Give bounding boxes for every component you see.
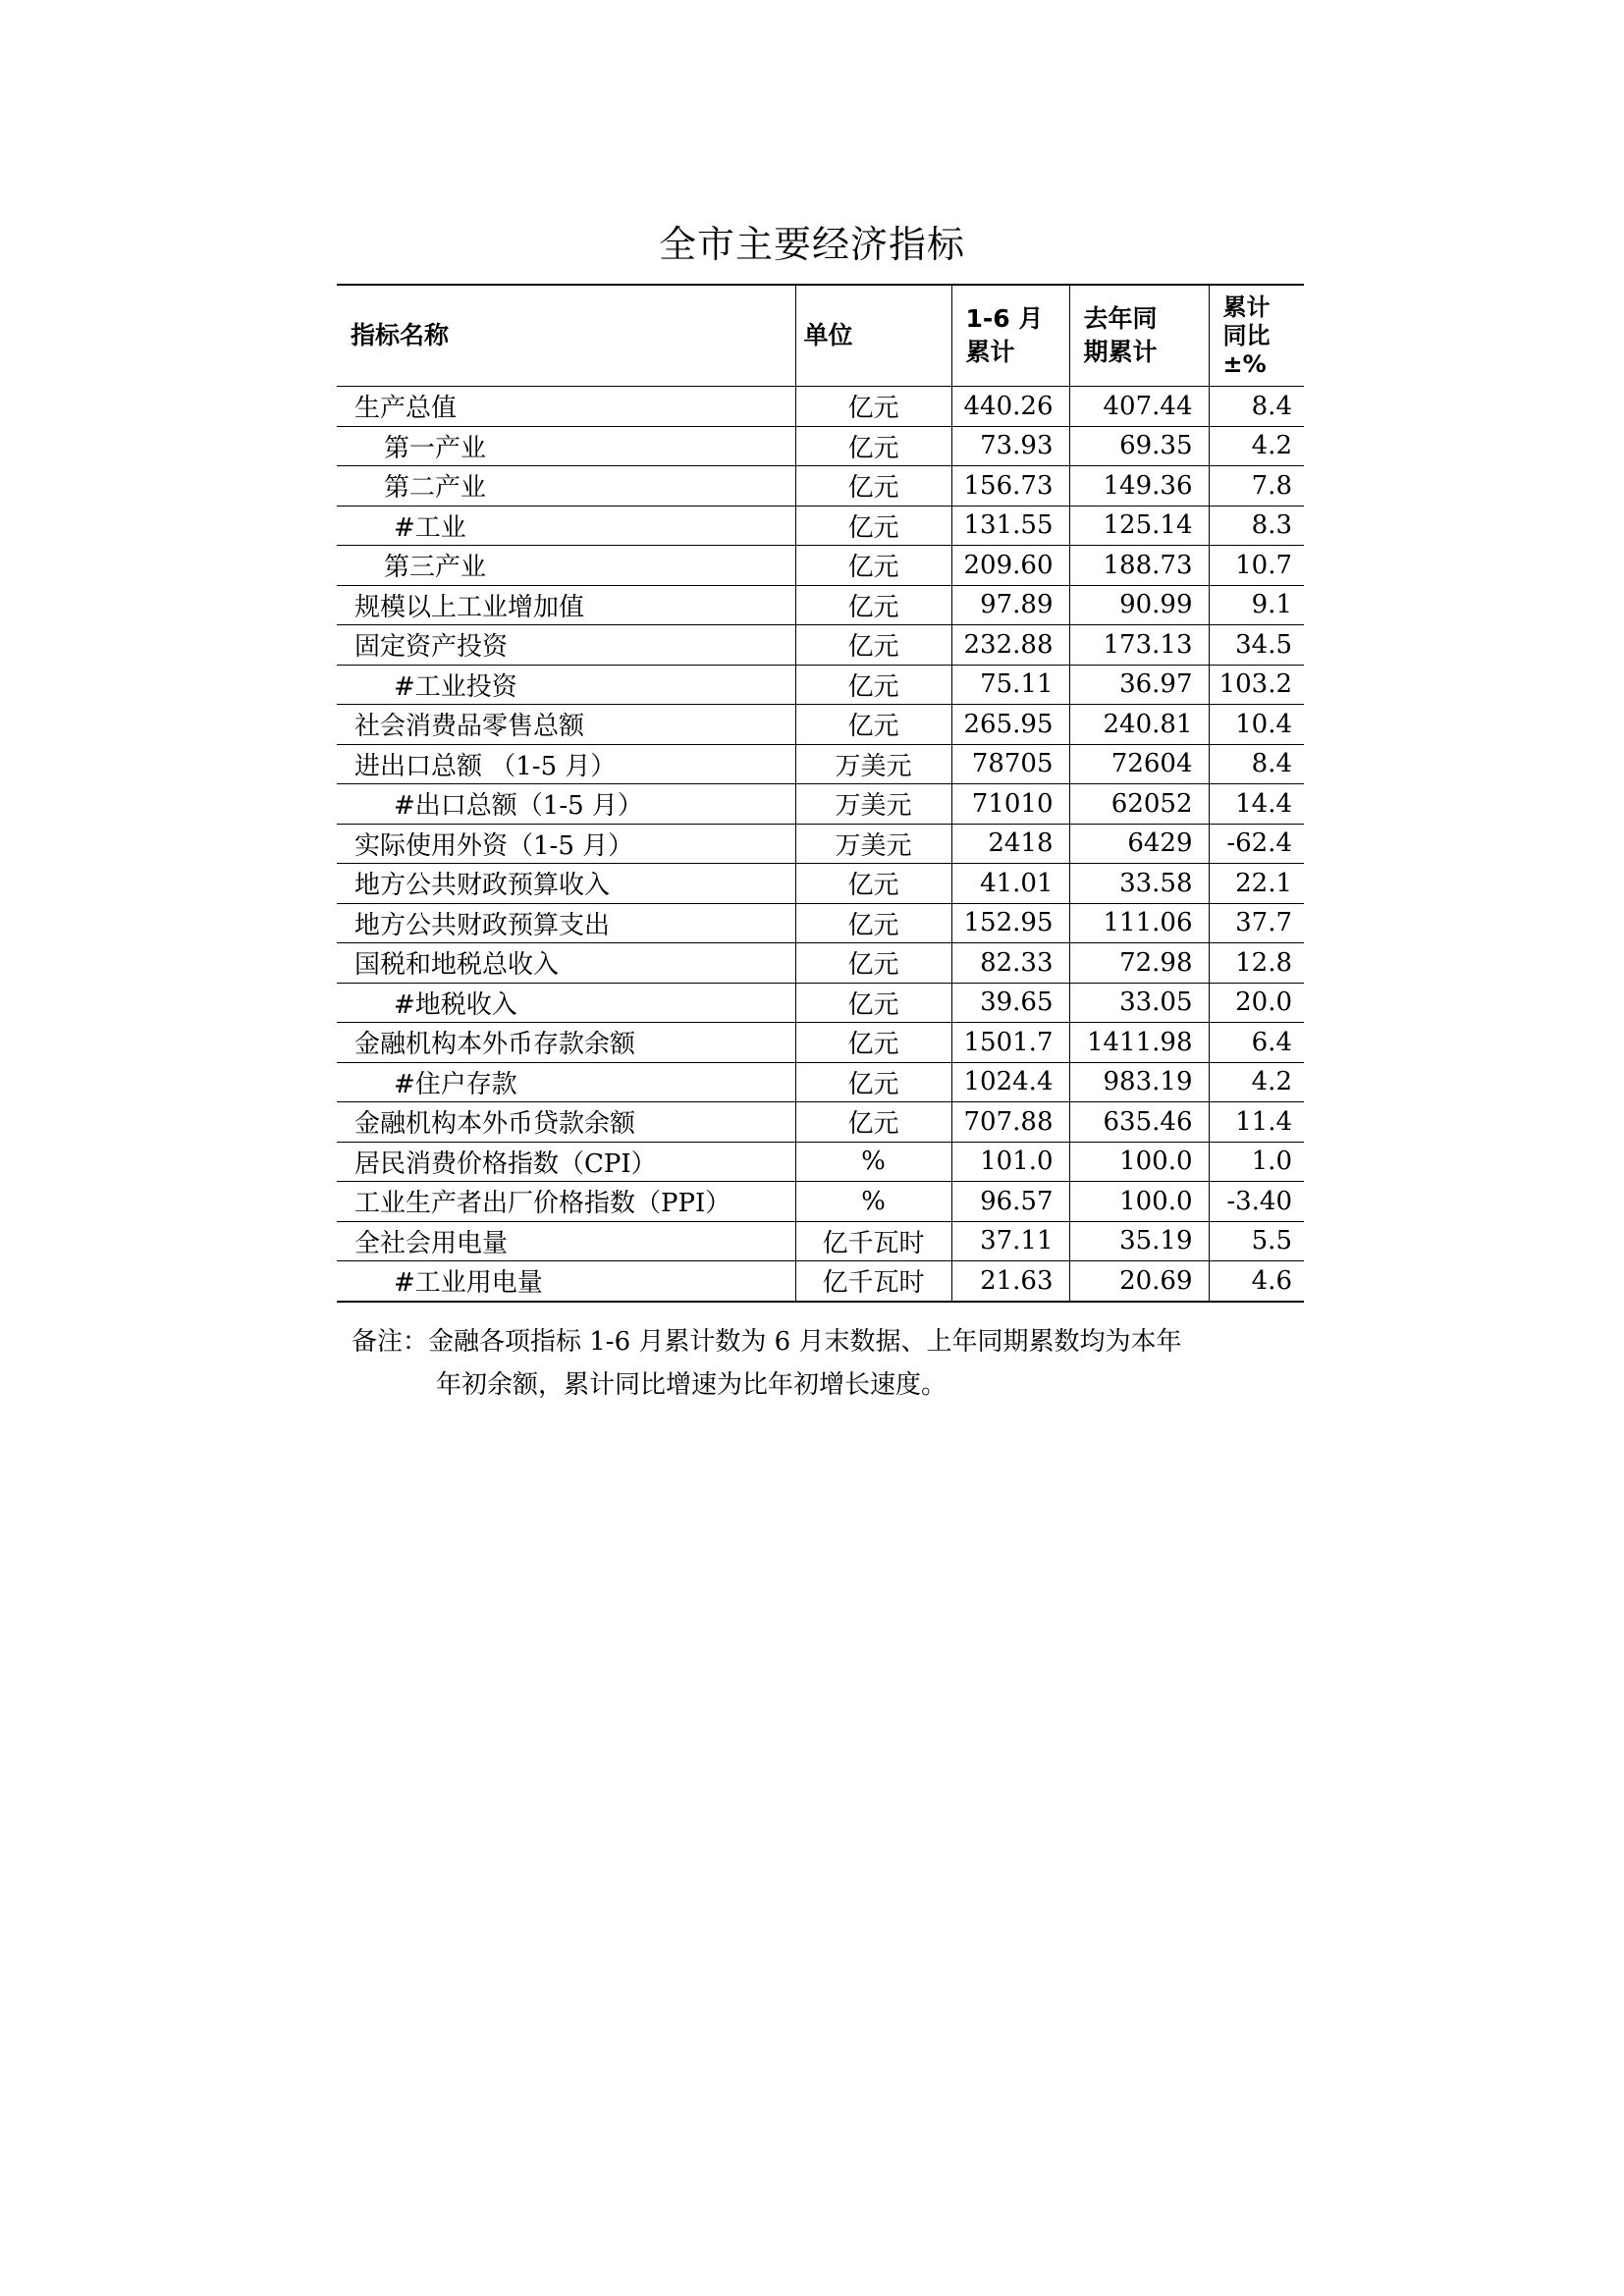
unit-cell: 亿元 bbox=[795, 665, 951, 705]
yoy-change-cell: 11.4 bbox=[1209, 1102, 1304, 1143]
previous-value-cell: 100.0 bbox=[1069, 1182, 1209, 1222]
cumulative-value-cell: 41.01 bbox=[951, 864, 1069, 904]
yoy-change-cell: 10.7 bbox=[1209, 546, 1304, 586]
table-row bbox=[337, 387, 1304, 427]
indicator-name-cell: 地方公共财政预算收入 bbox=[337, 864, 795, 904]
indicator-name-cell: #住户存款 bbox=[337, 1062, 795, 1102]
cumulative-value-cell: 131.55 bbox=[951, 506, 1069, 546]
previous-value-cell: 983.19 bbox=[1069, 1062, 1209, 1102]
previous-value-cell: 111.06 bbox=[1069, 903, 1209, 943]
previous-value-cell: 72604 bbox=[1069, 744, 1209, 784]
cumulative-value-cell: 440.26 bbox=[951, 387, 1069, 427]
unit-cell: 亿元 bbox=[795, 546, 951, 586]
yoy-change-cell: 7.8 bbox=[1209, 466, 1304, 507]
yoy-change-cell: 103.2 bbox=[1209, 665, 1304, 705]
unit-cell: 亿元 bbox=[795, 1023, 951, 1063]
previous-value-cell: 69.35 bbox=[1069, 426, 1209, 466]
previous-value-cell: 1411.98 bbox=[1069, 1023, 1209, 1063]
header-previous-line2: 期累计 bbox=[1083, 338, 1158, 366]
indicator-name-cell: 第一产业 bbox=[337, 426, 795, 466]
table-row bbox=[337, 625, 1304, 666]
previous-value-cell: 635.46 bbox=[1069, 1102, 1209, 1143]
unit-cell: 亿元 bbox=[795, 466, 951, 507]
yoy-change-cell: 37.7 bbox=[1209, 903, 1304, 943]
unit-cell: 万美元 bbox=[795, 824, 951, 864]
cumulative-value-cell: 101.0 bbox=[951, 1142, 1069, 1182]
yoy-change-cell: -62.4 bbox=[1209, 824, 1304, 864]
unit-cell: 亿元 bbox=[795, 903, 951, 943]
previous-value-cell: 125.14 bbox=[1069, 506, 1209, 546]
unit-cell: 亿元 bbox=[795, 387, 951, 427]
header-previous bbox=[1069, 285, 1209, 387]
table-row bbox=[337, 466, 1304, 507]
table-row bbox=[337, 943, 1304, 984]
indicator-name-cell: 金融机构本外币存款余额 bbox=[337, 1023, 795, 1063]
previous-value-cell: 173.13 bbox=[1069, 625, 1209, 666]
cumulative-value-cell: 96.57 bbox=[951, 1182, 1069, 1222]
previous-value-cell: 100.0 bbox=[1069, 1142, 1209, 1182]
indicator-name-cell: #出口总额（1-5 月） bbox=[337, 784, 795, 825]
indicator-name-cell: #工业投资 bbox=[337, 665, 795, 705]
header-name-label: 指标名称 bbox=[351, 321, 450, 349]
unit-cell: 亿元 bbox=[795, 585, 951, 625]
indicator-name-cell: 全社会用电量 bbox=[337, 1221, 795, 1261]
unit-cell: 亿元 bbox=[795, 864, 951, 904]
unit-cell: 亿元 bbox=[795, 506, 951, 546]
yoy-change-cell: 8.4 bbox=[1209, 387, 1304, 427]
cumulative-value-cell: 78705 bbox=[951, 744, 1069, 784]
unit-cell: 亿元 bbox=[795, 1102, 951, 1143]
footnote-line1: 备注：金融各项指标 1-6 月累计数为 6 月末数据、上年同期累数均为本年 bbox=[352, 1327, 1182, 1357]
yoy-change-cell: 8.3 bbox=[1209, 506, 1304, 546]
previous-value-cell: 188.73 bbox=[1069, 546, 1209, 586]
unit-cell: 亿元 bbox=[795, 983, 951, 1023]
yoy-change-cell: 5.5 bbox=[1209, 1221, 1304, 1261]
previous-value-cell: 72.98 bbox=[1069, 943, 1209, 984]
yoy-change-cell: 14.4 bbox=[1209, 784, 1304, 825]
cumulative-value-cell: 37.11 bbox=[951, 1221, 1069, 1261]
table-row bbox=[337, 824, 1304, 864]
unit-cell: 亿元 bbox=[795, 943, 951, 984]
footnote bbox=[352, 1320, 1294, 1407]
yoy-change-cell: 20.0 bbox=[1209, 983, 1304, 1023]
table-header-row bbox=[337, 285, 1304, 387]
previous-value-cell: 6429 bbox=[1069, 824, 1209, 864]
header-cumulative-line2: 累计 bbox=[965, 338, 1015, 366]
unit-cell: 万美元 bbox=[795, 744, 951, 784]
table-row bbox=[337, 546, 1304, 586]
cumulative-value-cell: 39.65 bbox=[951, 983, 1069, 1023]
table-row bbox=[337, 1261, 1304, 1302]
indicator-name-cell: 规模以上工业增加值 bbox=[337, 585, 795, 625]
cumulative-value-cell: 75.11 bbox=[951, 665, 1069, 705]
indicator-name-cell: 固定资产投资 bbox=[337, 625, 795, 666]
table-row bbox=[337, 665, 1304, 705]
cumulative-value-cell: 2418 bbox=[951, 824, 1069, 864]
table-row bbox=[337, 1102, 1304, 1143]
cumulative-value-cell: 209.60 bbox=[951, 546, 1069, 586]
cumulative-value-cell: 82.33 bbox=[951, 943, 1069, 984]
indicator-name-cell: #地税收入 bbox=[337, 983, 795, 1023]
previous-value-cell: 62052 bbox=[1069, 784, 1209, 825]
yoy-change-cell: 4.2 bbox=[1209, 426, 1304, 466]
table-row bbox=[337, 903, 1304, 943]
page-title: 全市主要经济指标 bbox=[658, 223, 965, 266]
cumulative-value-cell: 707.88 bbox=[951, 1102, 1069, 1143]
previous-value-cell: 240.81 bbox=[1069, 705, 1209, 745]
cumulative-value-cell: 21.63 bbox=[951, 1261, 1069, 1302]
previous-value-cell: 33.05 bbox=[1069, 983, 1209, 1023]
yoy-change-cell: 8.4 bbox=[1209, 744, 1304, 784]
yoy-change-cell: 1.0 bbox=[1209, 1142, 1304, 1182]
unit-cell: 亿元 bbox=[795, 705, 951, 745]
cumulative-value-cell: 1501.7 bbox=[951, 1023, 1069, 1063]
indicator-name-cell: 金融机构本外币贷款余额 bbox=[337, 1102, 795, 1143]
previous-value-cell: 20.69 bbox=[1069, 1261, 1209, 1302]
header-name bbox=[337, 285, 795, 387]
table-row bbox=[337, 744, 1304, 784]
unit-cell: 亿元 bbox=[795, 1062, 951, 1102]
cumulative-value-cell: 156.73 bbox=[951, 466, 1069, 507]
previous-value-cell: 35.19 bbox=[1069, 1221, 1209, 1261]
indicator-name-cell: 第三产业 bbox=[337, 546, 795, 586]
header-yoy-line1: 累计 bbox=[1222, 293, 1271, 321]
indicator-name-cell: 社会消费品零售总额 bbox=[337, 705, 795, 745]
indicator-name-cell: 工业生产者出厂价格指数（PPI） bbox=[337, 1182, 795, 1222]
table-row bbox=[337, 705, 1304, 745]
table-row bbox=[337, 1182, 1304, 1222]
table-row bbox=[337, 864, 1304, 904]
yoy-change-cell: -3.40 bbox=[1209, 1182, 1304, 1222]
unit-cell: % bbox=[795, 1182, 951, 1222]
header-cumulative bbox=[951, 285, 1069, 387]
unit-cell: 万美元 bbox=[795, 784, 951, 825]
table-row bbox=[337, 1142, 1304, 1182]
header-yoy-line2: 同比 bbox=[1222, 321, 1271, 349]
table-row bbox=[337, 784, 1304, 825]
indicator-name-cell: #工业用电量 bbox=[337, 1261, 795, 1302]
yoy-change-cell: 22.1 bbox=[1209, 864, 1304, 904]
table-row bbox=[337, 506, 1304, 546]
yoy-change-cell: 12.8 bbox=[1209, 943, 1304, 984]
indicator-name-cell: 实际使用外资（1-5 月） bbox=[337, 824, 795, 864]
cumulative-value-cell: 73.93 bbox=[951, 426, 1069, 466]
table-row bbox=[337, 1062, 1304, 1102]
indicator-name-cell: 生产总值 bbox=[337, 387, 795, 427]
yoy-change-cell: 4.6 bbox=[1209, 1261, 1304, 1302]
unit-cell: % bbox=[795, 1142, 951, 1182]
footnote-line2: 年初余额，累计同比增速为比年初增长速度。 bbox=[436, 1370, 947, 1400]
unit-cell: 亿千瓦时 bbox=[795, 1261, 951, 1302]
header-yoy-line3: ±% bbox=[1222, 349, 1267, 378]
previous-value-cell: 149.36 bbox=[1069, 466, 1209, 507]
previous-value-cell: 33.58 bbox=[1069, 864, 1209, 904]
cumulative-value-cell: 265.95 bbox=[951, 705, 1069, 745]
yoy-change-cell: 4.2 bbox=[1209, 1062, 1304, 1102]
header-unit bbox=[795, 285, 951, 387]
header-yoy bbox=[1209, 285, 1304, 387]
previous-value-cell: 407.44 bbox=[1069, 387, 1209, 427]
previous-value-cell: 90.99 bbox=[1069, 585, 1209, 625]
cumulative-value-cell: 1024.4 bbox=[951, 1062, 1069, 1102]
yoy-change-cell: 6.4 bbox=[1209, 1023, 1304, 1063]
indicator-name-cell: 进出口总额 （1-5 月） bbox=[337, 744, 795, 784]
header-unit-label: 单位 bbox=[803, 321, 853, 349]
indicator-name-cell: 第二产业 bbox=[337, 466, 795, 507]
table-row bbox=[337, 1221, 1304, 1261]
table-row bbox=[337, 585, 1304, 625]
indicators-table bbox=[337, 284, 1304, 1303]
header-cumulative-line1: 1-6 月 bbox=[965, 304, 1044, 333]
unit-cell: 亿元 bbox=[795, 625, 951, 666]
cumulative-value-cell: 71010 bbox=[951, 784, 1069, 825]
header-previous-line1: 去年同 bbox=[1083, 304, 1158, 333]
cumulative-value-cell: 97.89 bbox=[951, 585, 1069, 625]
yoy-change-cell: 34.5 bbox=[1209, 625, 1304, 666]
yoy-change-cell: 10.4 bbox=[1209, 705, 1304, 745]
cumulative-value-cell: 232.88 bbox=[951, 625, 1069, 666]
unit-cell: 亿元 bbox=[795, 426, 951, 466]
indicator-name-cell: 地方公共财政预算支出 bbox=[337, 903, 795, 943]
cumulative-value-cell: 152.95 bbox=[951, 903, 1069, 943]
indicator-name-cell: 国税和地税总收入 bbox=[337, 943, 795, 984]
indicator-name-cell: #工业 bbox=[337, 506, 795, 546]
yoy-change-cell: 9.1 bbox=[1209, 585, 1304, 625]
table-row bbox=[337, 983, 1304, 1023]
unit-cell: 亿千瓦时 bbox=[795, 1221, 951, 1261]
table-row bbox=[337, 426, 1304, 466]
table-row bbox=[337, 1023, 1304, 1063]
indicator-name-cell: 居民消费价格指数（CPI） bbox=[337, 1142, 795, 1182]
previous-value-cell: 36.97 bbox=[1069, 665, 1209, 705]
